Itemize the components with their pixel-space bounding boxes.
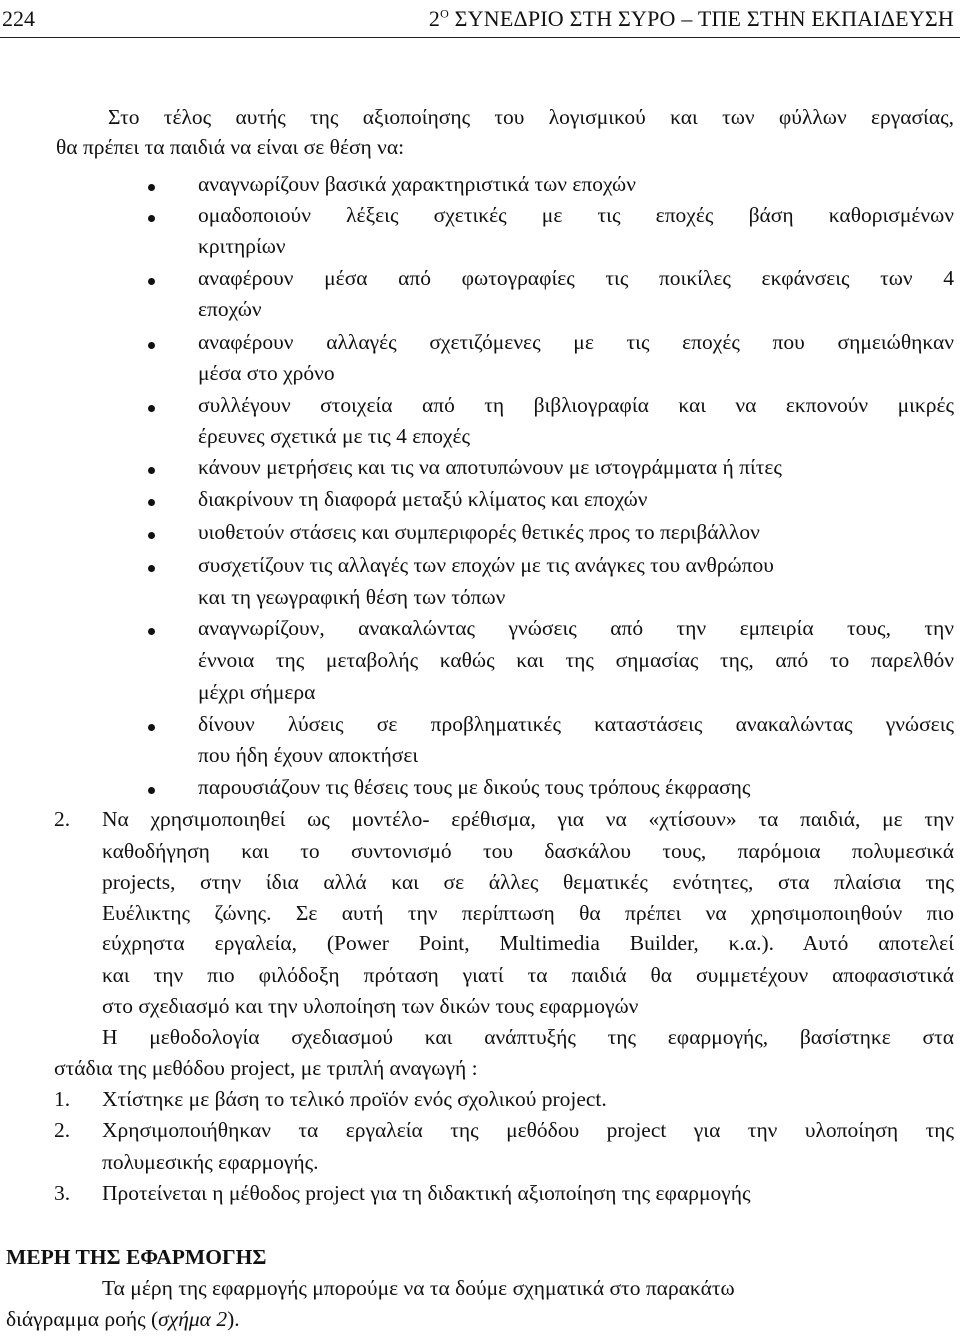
intro-line: θα πρέπει τα παιδιά να είναι σε θέση να: <box>56 135 405 159</box>
bullet-text: μέχρι σήμερα <box>198 680 316 704</box>
running-title: $2^O$ ΣΥΝΕΔΡΙΟ ΣΤΗ ΣΥΡΟ – ΤΠΕ ΣΤΗΝ ΕΚΠΑΙΔΕΥΣΗ <box>428 6 954 31</box>
section-heading: ΜΕΡΗ ΤΗΣ ΕΦΑΡΜΟΓΗΣ <box>6 1245 267 1269</box>
bullet-text: εποχών <box>198 297 262 321</box>
bullet-text: αναφέρουν αλλαγές σχετιζόμενες με τις εποχές που σημειώθηκαν <box>198 330 954 354</box>
bullet-text: δίνουν λύσεις σε προβληματικές καταστάσεις ανακαλώντας γνώσεις <box>198 712 954 736</box>
bullet-marker <box>148 724 155 731</box>
bullet-text: αναγνωρίζουν, ανακαλώντας γνώσεις από την εμπειρία τους, την <box>198 616 954 640</box>
item-number: 1. <box>54 1087 71 1111</box>
item-number: 3. <box>54 1181 71 1205</box>
bullet-text: και τη γεωγραφική θέση των τόπων <box>198 585 506 609</box>
bullet-text: έρευνες σχετικά με τις 4 εποχές <box>198 424 471 448</box>
item2-line: εύχρηστα εργαλεία, (Power Point, Multimedia Builder, κ.α.). Αυτό αποτελεί <box>102 931 954 955</box>
bullet-marker <box>148 215 155 222</box>
numbered-line: Χτίστηκε με βάση το τελικό προϊόν ενός σχολικού project. <box>102 1087 607 1111</box>
bullet-text: αναγνωρίζουν βασικά χαρακτηριστικά των εποχών <box>198 172 636 196</box>
item2-line: στο σχεδιασμό και την υλοποίηση των δικών τους εφαρμογών <box>102 994 639 1018</box>
bullet-text: μέσα στο χρόνο <box>198 361 335 385</box>
bullet-text: αναφέρουν μέσα από φωτογραφίες τις ποικίλες εκφάνσεις των 4 <box>198 266 954 290</box>
bullet-marker <box>148 278 155 285</box>
bullet-marker <box>148 342 155 349</box>
numbered-line: πολυμεσικής εφαρμογής. <box>102 1150 319 1174</box>
bullet-text: συσχετίζουν τις αλλαγές των εποχών με τις ανάγκες του ανθρώπου <box>198 553 774 577</box>
bullet-marker <box>148 532 155 539</box>
bullet-text: κάνουν μετρήσεις και τις να αποτυπώνουν με ιστογράμματα ή πίτες <box>198 455 782 479</box>
methodology-line: Η μεθοδολογία σχεδιασμού και ανάπτυξής της εφαρμογής, βασίστηκε στα <box>102 1025 954 1049</box>
numbered-line: Χρησιμοποιήθηκαν τα εργαλεία της μεθόδου project για την υλοποίηση της <box>102 1118 954 1142</box>
bullet-marker <box>148 628 155 635</box>
section-text: Τα μέρη της εφαρμογής μπορούμε να τα δούμε σχηματικά στο παρακάτω <box>102 1276 735 1300</box>
item2-line: και την πιο φιλόδοξη πρόταση γιατί τα παιδιά θα συμμετέχουν αποφασιστικά <box>102 963 954 987</box>
bullet-text: έννοια της μεταβολής καθώς και της σημασίας της, από το παρελθόν <box>198 648 954 672</box>
numbered-line: Προτείνεται η μέθοδος project για τη διδακτική αξιοποίηση της εφαρμογής <box>102 1181 751 1205</box>
item-number: 2. <box>54 1118 71 1142</box>
bullet-text: συλλέγουν στοιχεία από τη βιβλιογραφία και να εκπονούν μικρές <box>198 393 954 417</box>
bullet-marker <box>148 467 155 474</box>
bullet-marker <box>148 499 155 506</box>
bullet-marker <box>148 565 155 572</box>
bullet-text: που ήδη έχουν αποκτήσει <box>198 743 419 767</box>
page-number: 224 <box>2 6 35 31</box>
item2-line: καθοδήγηση και το συντονισμό του δασκάλου τους, παρόμοια πολυμεσικά <box>102 839 954 863</box>
bullet-text: ομαδοποιούν λέξεις σχετικές με τις εποχές βάση καθορισμένων <box>198 203 954 227</box>
bullet-text: διακρίνουν τη διαφορά μεταξύ κλίματος και εποχών <box>198 487 648 511</box>
bullet-marker <box>148 787 155 794</box>
item2-line: Ευέλικτης ζώνης. Σε αυτή την περίπτωση θα πρέπει να χρησιμοποιηθούν πιο <box>102 901 954 925</box>
methodology-line: στάδια της μεθόδου project, με τριπλή αναγωγή : <box>54 1056 478 1080</box>
item2-line: projects, στην ίδια αλλά και σε άλλες θεματικές ενότητες, στα πλαίσια της <box>102 870 954 894</box>
bullet-text: κριτηρίων <box>198 234 286 258</box>
figure-reference: σχήμα 2 <box>158 1307 228 1331</box>
item-number: 2. <box>54 807 71 831</box>
bullet-text: παρουσιάζουν τις θέσεις τους με δικούς τους τρόπους έκφρασης <box>198 775 751 799</box>
page-header <box>0 0 960 38</box>
bullet-marker <box>148 184 155 191</box>
intro-line: Στο τέλος αυτής της αξιοποίησης του λογισμικού και των φύλλων εργασίας, <box>108 105 954 129</box>
item2-line: Να χρησιμοποιηθεί ως μοντέλο- ερέθισμα, για να «χτίσουν» τα παιδιά, με την <box>102 807 954 831</box>
section-text: διάγραμμα ροής (σχήμα 2). <box>6 1307 240 1331</box>
bullet-text: υιοθετούν στάσεις και συμπεριφορές θετικές προς το περιβάλλον <box>198 520 760 544</box>
header-rule <box>0 37 960 38</box>
bullet-marker <box>148 405 155 412</box>
